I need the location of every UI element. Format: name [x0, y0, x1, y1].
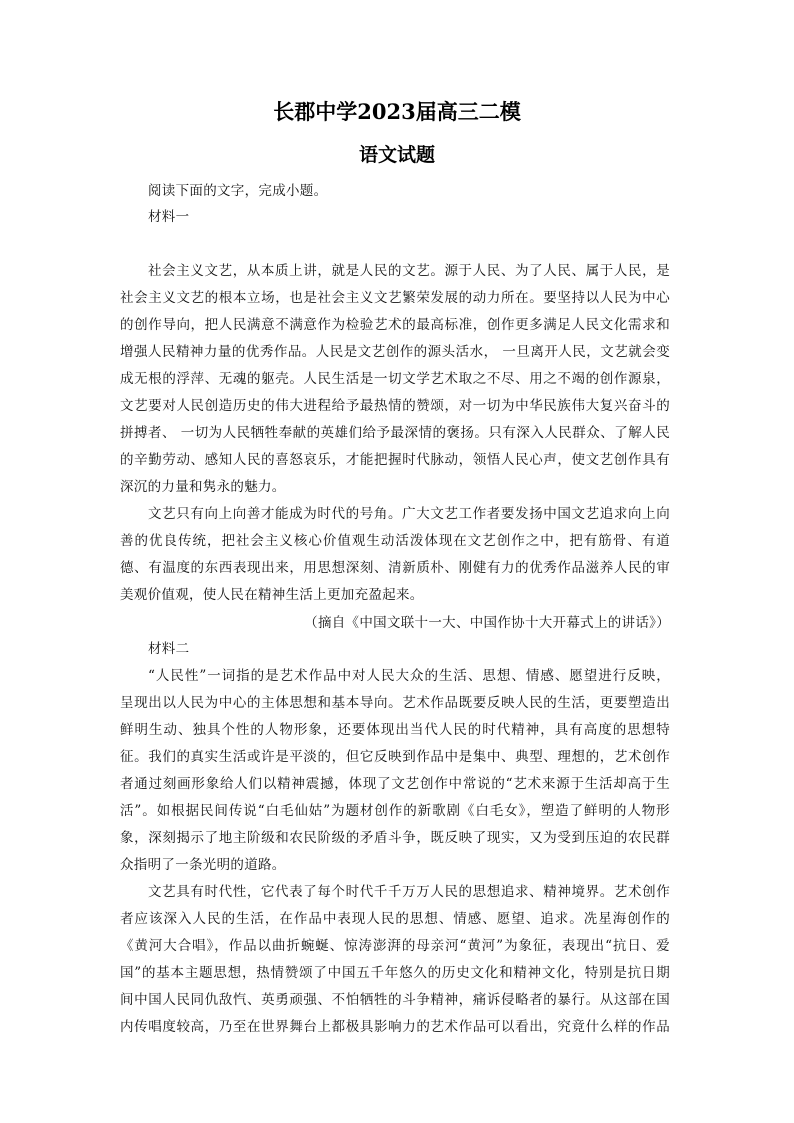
paragraph-line: 文艺只有向上向善才能成为时代的号角。广大文艺工作者要发扬中国文艺追求向上向 — [148, 506, 670, 522]
material-two-label: 材料二 — [148, 641, 190, 657]
paragraph-line: 国”的基本主题思想，热情赞颂了中国五千年悠久的历史文化和精神文化，特别是抗日期 — [120, 965, 670, 981]
paragraph-line: 增强人民精神力量的优秀作品。人民是文艺创作的源头活水， 一旦离开人民，文艺就会变 — [120, 344, 670, 360]
exam-title: 长郡中学2023届高三二模 — [273, 99, 521, 124]
paragraph-line: 活”。如根据民间传说“白毛仙姑”为题材创作的新歌剧《白毛女》，塑造了鲜明的人物形 — [120, 803, 670, 819]
instruction-text: 阅读下面的文字，完成小题。 — [148, 183, 328, 199]
paragraph-line: 间中国人民同仇敌忾、英勇顽强、不怕牺牲的斗争精神，痛诉侵略者的暴行。从这部在国 — [120, 992, 670, 1008]
paragraph-line: 德、有温度的东西表现出来，用思想深刻、清新质朴、刚健有力的优秀作品滋养人民的审 — [120, 560, 670, 576]
paragraph-line: 文艺要对人民创造历史的伟大进程给予最热情的赞颂，对一切为中华民族伟大复兴奋斗的 — [120, 398, 670, 414]
paragraph-line: 成无根的浮萍、无魂的躯壳。人民生活是一切文学艺术取之不尽、用之不竭的创作源泉， — [120, 371, 670, 387]
paragraph-line: 征。我们的真实生活或许是平淡的，但它反映到作品中是集中、典型、理想的，艺术创作 — [120, 749, 670, 765]
paragraph-line: 者应该深入人民的生活，在作品中表现人民的思想、情感、愿望、追求。冼星海创作的 — [120, 911, 670, 927]
paragraph-line: 的创作导向，把人民满意不满意作为检验艺术的最高标准，创作更多满足人民文化需求和 — [120, 317, 670, 333]
paragraph-line: 社会主义文艺的根本立场，也是社会主义文艺繁荣发展的动力所在。要坚持以人民为中心 — [120, 290, 670, 306]
paragraph-line: 社会主义文艺，从本质上讲，就是人民的文艺。源于人民、为了人民、属于人民，是 — [148, 263, 670, 279]
paragraph-line: 深沉的力量和隽永的魅力。 — [120, 479, 286, 495]
paragraph-line: 鲜明生动、独具个性的人物形象，还要体现出当代人民的时代精神，具有高度的思想特 — [120, 722, 670, 738]
paragraph-line: 文艺具有时代性，它代表了每个时代千千万万人民的思想追求、精神境界。艺术创作 — [148, 884, 670, 900]
paragraph-line: 众指明了一条光明的道路。 — [120, 857, 286, 873]
paragraph-line: 美观价值观，使人民在精神生活上更加充盈起来。 — [120, 587, 424, 603]
material-one-label: 材料一 — [148, 209, 190, 225]
exam-subtitle: 语文试题 — [358, 144, 435, 166]
source-citation: （摘自《中国文联十一大、中国作协十大开幕式上的讲话》） — [304, 615, 670, 631]
paragraph-line: 呈现出以人民为中心的主体思想和基本导向。艺术作品既要反映人民的生活，更要塑造出 — [120, 695, 670, 711]
paragraph-line: 拼搏者、 一切为人民牺牲奉献的英雄们给予最深情的褒扬。只有深入人民群众、了解人民 — [120, 425, 670, 441]
paragraph-line: 的辛勤劳动、感知人民的喜怒哀乐，才能把握时代脉动，领悟人民心声，使文艺创作具有 — [120, 452, 670, 468]
paragraph-line: 内传唱度较高，乃至在世界舞台上都极具影响力的艺术作品可以看出，究竟什么样的作品 — [120, 1019, 670, 1035]
paragraph-line: “人民性”一词指的是艺术作品中对人民大众的生活、思想、情感、愿望进行反映， — [148, 668, 670, 684]
paragraph-line: 善的优良传统，把社会主义核心价值观生动活泼体现在文艺创作之中，把有筋骨、有道 — [120, 533, 670, 549]
paragraph-line: 象，深刻揭示了地主阶级和农民阶级的矛盾斗争，既反映了现实，又为受到压迫的农民群 — [120, 830, 670, 846]
paragraph-line: 《黄河大合唱》，作品以曲折蜿蜒、惊涛澎湃的母亲河“黄河”为象征，表现出“抗日、爱 — [120, 938, 670, 954]
paragraph-line: 者通过刻画形象给人们以精神震撼，体现了文艺创作中常说的“艺术来源于生活却高于生 — [120, 776, 670, 792]
